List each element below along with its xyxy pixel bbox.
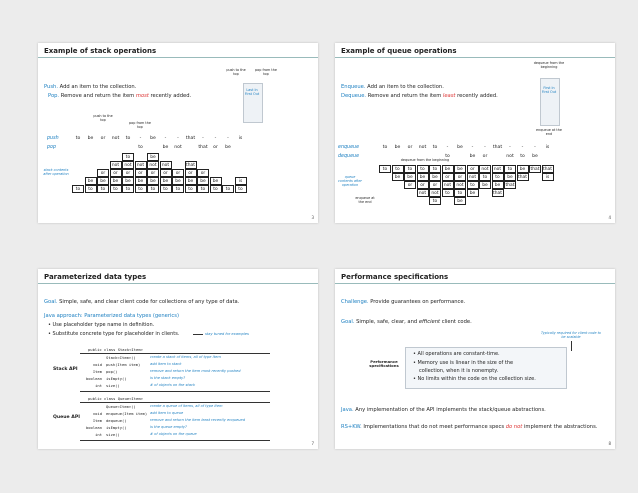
content-cell: to [379,165,391,173]
enqueue-op: or [407,145,413,150]
content-cell: to [185,185,197,193]
content-cell: not [467,173,479,181]
api-signature: isEmpty() [106,376,127,381]
content-cell: be [135,177,147,185]
enqueue-op: be [394,145,401,150]
content-cell: or [197,169,209,177]
stack-footer-divider [80,391,270,392]
api-comment: add item to queue [150,411,184,415]
fifo-label: First In First Out [541,86,557,94]
content-cell: that [518,175,527,180]
enqueue-op: - [446,145,449,150]
bullet-1: • Use placeholder type name in definition. [48,322,155,328]
content-cell: be [172,177,184,185]
content-cell: to [222,185,234,193]
slide-title: Example of queue operations [341,47,457,55]
content-cell: or [147,169,159,177]
api-comment: is the stack empty? [150,376,186,380]
push-op: is [238,136,243,141]
enqueue-op: - [471,145,474,150]
stay-tuned-note: stay tuned for examples [205,332,249,336]
content-cell: be [392,173,404,181]
content-cell: be [160,177,172,185]
api-comment: # of objects on the stack [150,383,196,387]
content-cell: not [160,161,172,169]
enqueue-op: to [432,145,438,150]
content-cell: not [135,161,147,169]
api-comment: add item to stack [150,362,182,366]
content-cell: not [442,181,454,189]
content-cell: or [172,169,184,177]
api-comment: is the queue empty? [150,425,187,429]
content-cell: be [122,177,134,185]
api-return-type: boolean [85,376,102,381]
api-return-type: boolean [85,425,102,430]
api-comment: # of objects on the queue [150,432,197,436]
content-cell: be [85,177,97,185]
content-cell: to [429,197,441,205]
dequeue-result: be [469,154,476,159]
api-signature: pop() [106,369,118,374]
push-op: - [139,136,142,141]
content-cell: be [97,177,109,185]
content-cell: to [210,185,222,193]
content-cell: to [97,185,109,193]
content-cell: be [454,165,466,173]
pop-result: not [174,145,182,150]
content-cell: or [404,181,416,189]
push-op: be [150,136,156,141]
api-return-type: Item [92,418,102,423]
api-comment: remove and return the item most recently pushed [150,369,241,373]
content-cell: to [172,185,184,193]
title-divider [335,57,615,58]
stack-contents-label: stack contents after operation [43,168,69,176]
perf-bullet-3: • No limits within the code on the collection size. [413,376,536,382]
dequeue-definition: Dequeue. Remove and return the item least recently added. [341,93,498,99]
push-op: to [75,136,81,141]
content-cell: not [417,189,429,197]
goal-line: Goal. Simple, safe, and clear client code for collections of any type of data. [44,299,240,305]
push-row-label: push [47,136,59,141]
content-cell: to [479,173,491,181]
content-cell: or [122,169,134,177]
enqueue-op: - [521,145,524,150]
pop-result: to [138,145,143,150]
content-cell: be [110,177,122,185]
api-signature: enqueue(Item item) [106,411,148,416]
content-cell: to [404,165,416,173]
queue-header-divider [80,402,270,403]
enqueue-op: is [545,145,550,150]
enqueue-op: to [382,145,388,150]
content-cell: that [186,163,195,168]
content-cell: not [122,161,134,169]
content-cell: be [479,181,491,189]
page-number: 8 [608,441,611,446]
slide-title: Performance specifications [341,273,449,281]
api-signature: size() [106,383,120,388]
content-cell: or [442,173,454,181]
enqueue-op: that [492,145,503,150]
note-pointer [571,341,572,351]
content-cell: not [147,161,159,169]
queue-class-header: public class Queue<Item> [88,396,143,401]
content-cell: not [479,165,491,173]
pop-from-top-label: pop from the top [255,68,277,76]
content-cell: to [235,185,247,193]
push-op: not [111,136,120,141]
content-cell: to [504,165,516,173]
push-op: - [202,136,204,141]
bullet-2: • Substitute concrete type for placeholder in clients. [48,331,180,337]
api-return-type: int [95,383,102,388]
slide-title: Parameterized data types [44,273,147,281]
api-return-type: int [95,432,102,437]
scalable-note: Typically required for client code to be scalable [541,331,602,339]
content-cell: is [542,173,554,181]
slide-title: Example of stack operations [44,47,157,55]
content-cell: be [442,165,454,173]
enqueue-op: - [484,145,486,150]
content-cell: not [454,181,466,189]
api-return-type: Item [92,369,102,374]
api-comment: create a queue of items, all of type Item [150,404,223,408]
java-approach: Java approach: Parameterized data types (generics) [44,313,179,319]
stack-header-divider [80,353,270,354]
content-cell: be [210,177,222,185]
enqueue-op: not [418,145,427,150]
push-to-top-label: push to the top [226,68,246,76]
content-cell: be [197,177,209,185]
content-cell: to [72,185,84,193]
dequeue-beginning-label-2: dequeue from the beginning [400,158,450,162]
enqueue-row-label: enqueue [338,145,360,150]
java-line: Java. Any implementation of the API implements the stack/queue abstractions. [341,407,546,413]
perf-bullet-1: • All operations are constant-time. [413,351,500,357]
enqueue-op: - [509,145,511,150]
content-cell: be [467,189,479,197]
push-op: that [185,136,196,141]
content-cell: to [197,185,209,193]
content-cell: to [85,185,97,193]
push-op: or [100,136,106,141]
push-op: be [87,136,94,141]
goal-line: Goal. Simple, safe, clear, and efficient client code. [341,319,472,325]
content-cell: to [467,181,479,189]
enqueue-definition: Enqueue. Add an item to the collection. [341,84,444,90]
content-cell: or [417,181,429,189]
content-cell: to [147,185,159,193]
content-cell: be [147,177,159,185]
push-op: - [164,136,167,141]
enqueue-op: be [457,145,463,150]
lifo-label: Last In First Out [244,88,260,96]
perf-bullet-2-cont: collection, when it is nonempty. [419,368,499,374]
content-cell: to [135,185,147,193]
dequeue-result: to [445,154,450,159]
content-cell: be [185,177,197,185]
content-cell: that [543,167,552,172]
api-return-type: void [92,411,102,416]
content-cell: to [429,165,441,173]
content-cell: or [185,169,197,177]
content-cell: be [147,153,159,161]
pop-row-label: pop [47,145,57,150]
content-cell: to [392,165,404,173]
dequeue-result: not [506,154,514,159]
content-cell: or [97,169,109,177]
perf-bullet-2: • Memory use is linear in the size of the [413,360,514,366]
pop-result: that [198,145,208,150]
dequeue-beginning-label: dequeue from the beginning [533,61,565,69]
enqueue-end-label-2: enqueue at the end [355,196,375,204]
dequeue-result: be [532,154,538,159]
perf-specs-label: Performance specifications [369,359,399,368]
content-cell: to [442,189,454,197]
content-cell: be [517,165,529,173]
page-number: 4 [608,215,611,220]
api-return-type: void [92,362,102,367]
slide-parameterized-types [38,269,318,449]
queue-api-label: Queue API [53,415,80,420]
content-cell: to [110,185,122,193]
content-cell: or [454,173,466,181]
title-divider [38,283,318,284]
api-signature: push(Item item) [106,362,141,367]
api-comment: create a stack of items, all of type Item [150,355,221,359]
content-cell: or [110,169,122,177]
api-signature: Queue<Item>() [106,404,136,409]
content-cell: not [110,161,122,169]
api-signature: size() [106,432,120,437]
push-op: - [177,136,179,141]
content-cell: or [135,169,147,177]
content-cell: that [493,191,502,196]
stack-api-label: Stack API [53,367,78,372]
pop-result: or [213,145,218,150]
pop-result: be [225,145,231,150]
rskw-line: RS+KW. Implementations that do not meet performance specs do not implement the abstractions. [341,424,598,430]
page-number: 7 [311,441,314,446]
enqueue-end-label: enqueue at the end [536,128,562,136]
content-cell: be [429,173,441,181]
content-cell: to [454,189,466,197]
content-cell: or [160,169,172,177]
content-cell: to [122,185,134,193]
queue-contents-label: queue contents after operation [338,175,362,187]
push-op: to [125,136,131,141]
content-cell: or [467,165,479,173]
slide-queue-operations [335,43,615,223]
content-cell: or [429,181,441,189]
api-signature: isEmpty() [106,425,127,430]
push-definition: Push. Add an item to the collection. [44,84,137,90]
dequeue-result: or [482,154,488,159]
content-cell: be [404,173,416,181]
push-op: - [227,136,229,141]
stack-class-header: public class Stack<Item> [88,347,143,352]
challenge-line: Challenge. Provide guarantees on performance. [341,299,466,305]
content-cell: to [122,153,134,161]
push-op: - [214,136,217,141]
page-number: 3 [311,215,314,220]
enqueue-op: - [534,145,536,150]
arrow-line [193,334,203,335]
dequeue-row-label: dequeue [338,154,360,159]
pop-result: be [162,145,169,150]
content-cell: to [160,185,172,193]
slide-performance-specs [335,269,615,449]
content-cell: to [417,165,429,173]
title-divider [38,57,318,58]
push-to-top-label-2: push to the top [93,114,113,122]
slide-stack-operations [38,43,318,223]
content-cell: that [530,167,540,172]
api-signature: dequeue() [106,418,127,423]
content-cell: be [504,173,516,181]
content-cell: not [492,165,504,173]
pop-from-top-label-2: pop from the top [129,121,151,129]
title-divider [335,283,615,284]
pop-definition: Pop. Remove and return the item most recently added. [48,93,192,99]
content-cell: be [492,181,504,189]
content-cell: to [492,173,504,181]
content-cell: not [429,189,441,197]
content-cell: that [505,183,515,188]
api-signature: Stack<Item>() [106,355,136,360]
content-cell: is [235,177,247,185]
api-comment: remove and return the item least recently enqueued [150,418,246,422]
queue-footer-divider [80,440,270,441]
content-cell: be [417,173,429,181]
content-cell: be [454,197,466,205]
dequeue-result: to [520,154,525,159]
